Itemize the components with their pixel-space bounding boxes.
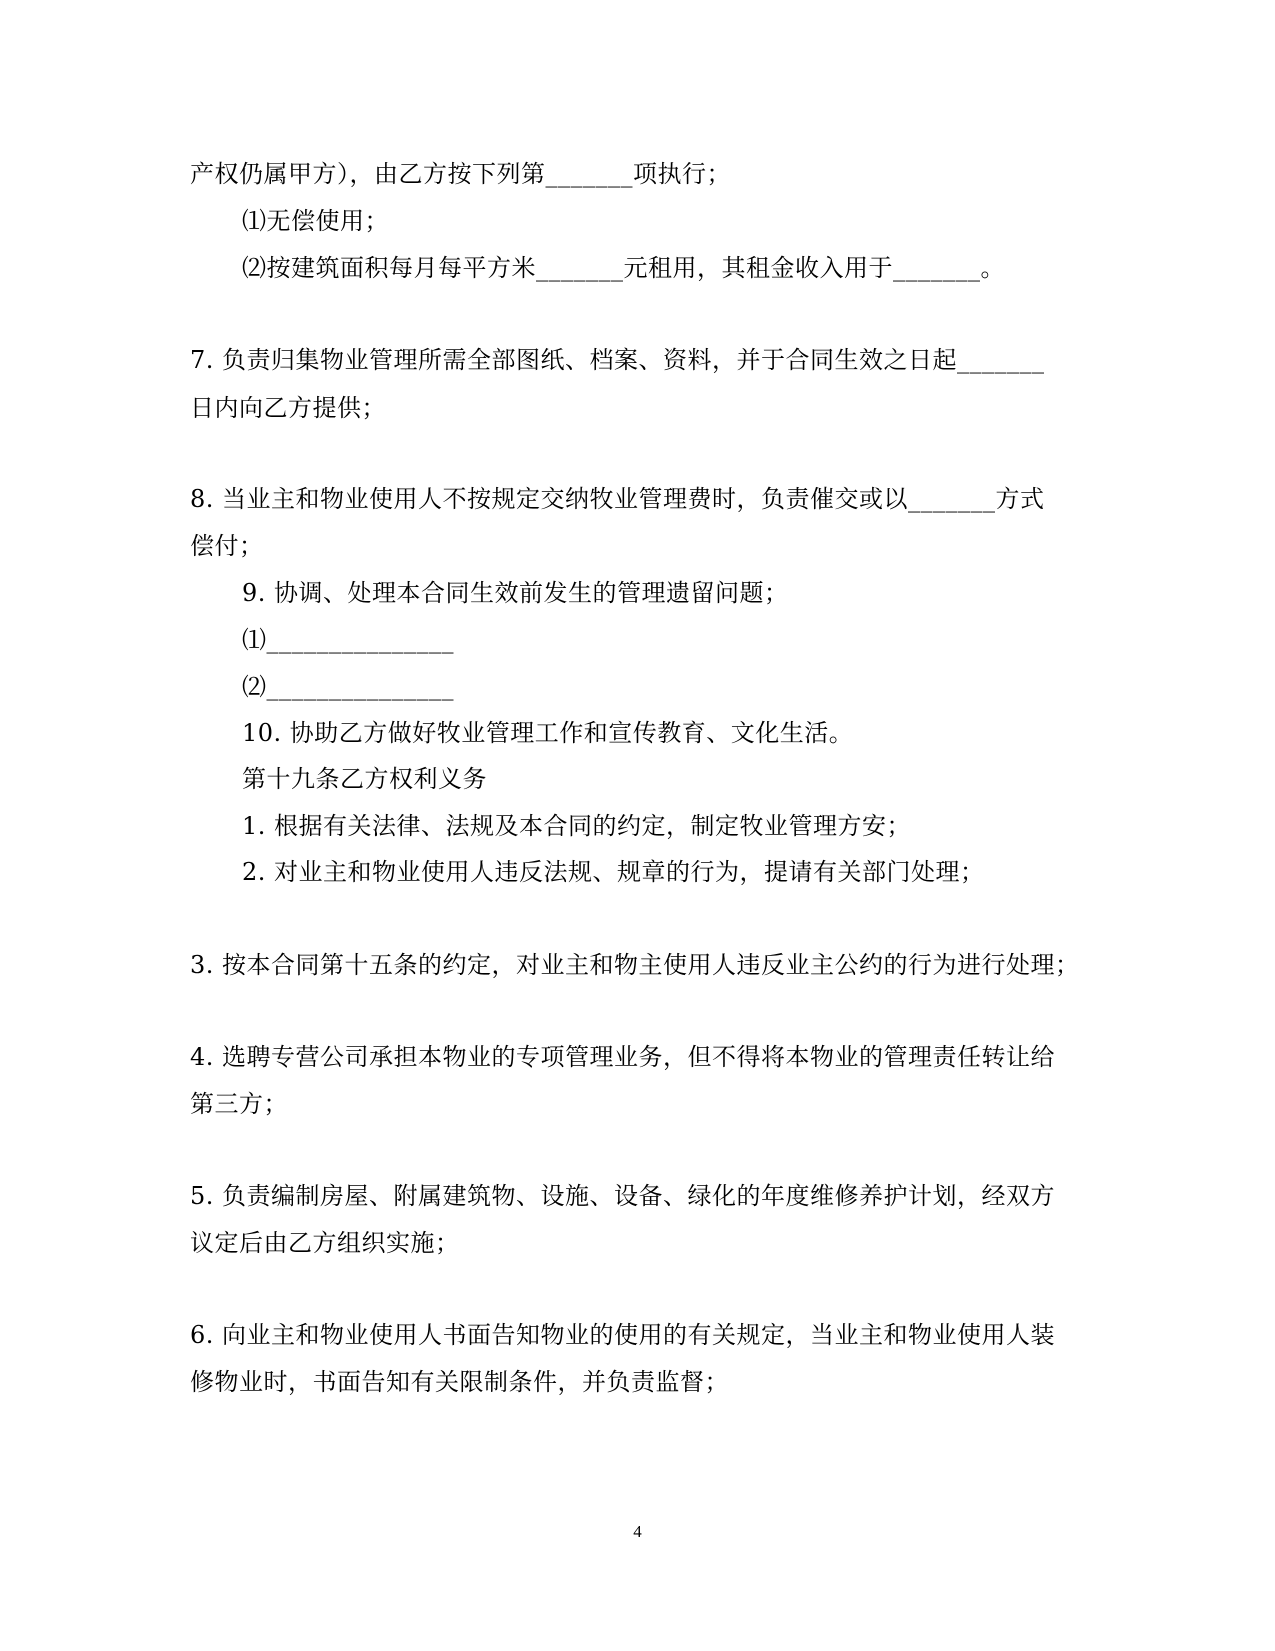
text-line: 7. 负责归集物业管理所需全部图纸、档案、资料，并于合同生效之日起_______ [190, 346, 1045, 374]
text-line: 2. 对业主和物业使用人违反法规、规章的行为，提请有关部门处理； [242, 858, 985, 886]
text-line: 第十九条乙方权利义务 [242, 765, 487, 793]
text-line: 产权仍属甲方），由乙方按下列第_______项执行； [190, 160, 731, 188]
text-line: 日内向乙方提供； [190, 394, 386, 422]
text-line: ⑵_______________ [242, 673, 454, 701]
text-line: ⑴_______________ [242, 626, 454, 654]
text-line: 10. 协助乙方做好牧业管理工作和宣传教育、文化生活。 [242, 719, 854, 747]
text-line: 5. 负责编制房屋、附属建筑物、设施、设备、绿化的年度维修养护计划，经双方 [190, 1182, 1056, 1210]
text-line: 6. 向业主和物业使用人书面告知物业的使用的有关规定，当业主和物业使用人装 [190, 1321, 1056, 1349]
text-line: 议定后由乙方组织实施； [190, 1229, 460, 1257]
text-line: 3. 按本合同第十五条的约定，对业主和物主使用人违反业主公约的行为进行处理； [190, 951, 1080, 979]
text-line: ⑵按建筑面积每月每平方米_______元租用，其租金收入用于_______。 [242, 254, 1005, 282]
text-line: 偿付； [190, 532, 264, 560]
text-line: 4. 选聘专营公司承担本物业的专项管理业务，但不得将本物业的管理责任转让给 [190, 1043, 1056, 1071]
text-line: 9. 协调、处理本合同生效前发生的管理遗留问题； [242, 579, 789, 607]
text-line: 8. 当业主和物业使用人不按规定交纳牧业管理费时，负责催交或以_______方式 [190, 485, 1045, 513]
text-line: 修物业时，书面告知有关限制条件，并负责监督； [190, 1368, 729, 1396]
page-number: 4 [633, 1522, 642, 1541]
text-line: ⑴无偿使用； [242, 207, 389, 235]
text-line: 1. 根据有关法律、法规及本合同的约定，制定牧业管理方安； [242, 812, 912, 840]
text-line: 第三方； [190, 1090, 288, 1118]
